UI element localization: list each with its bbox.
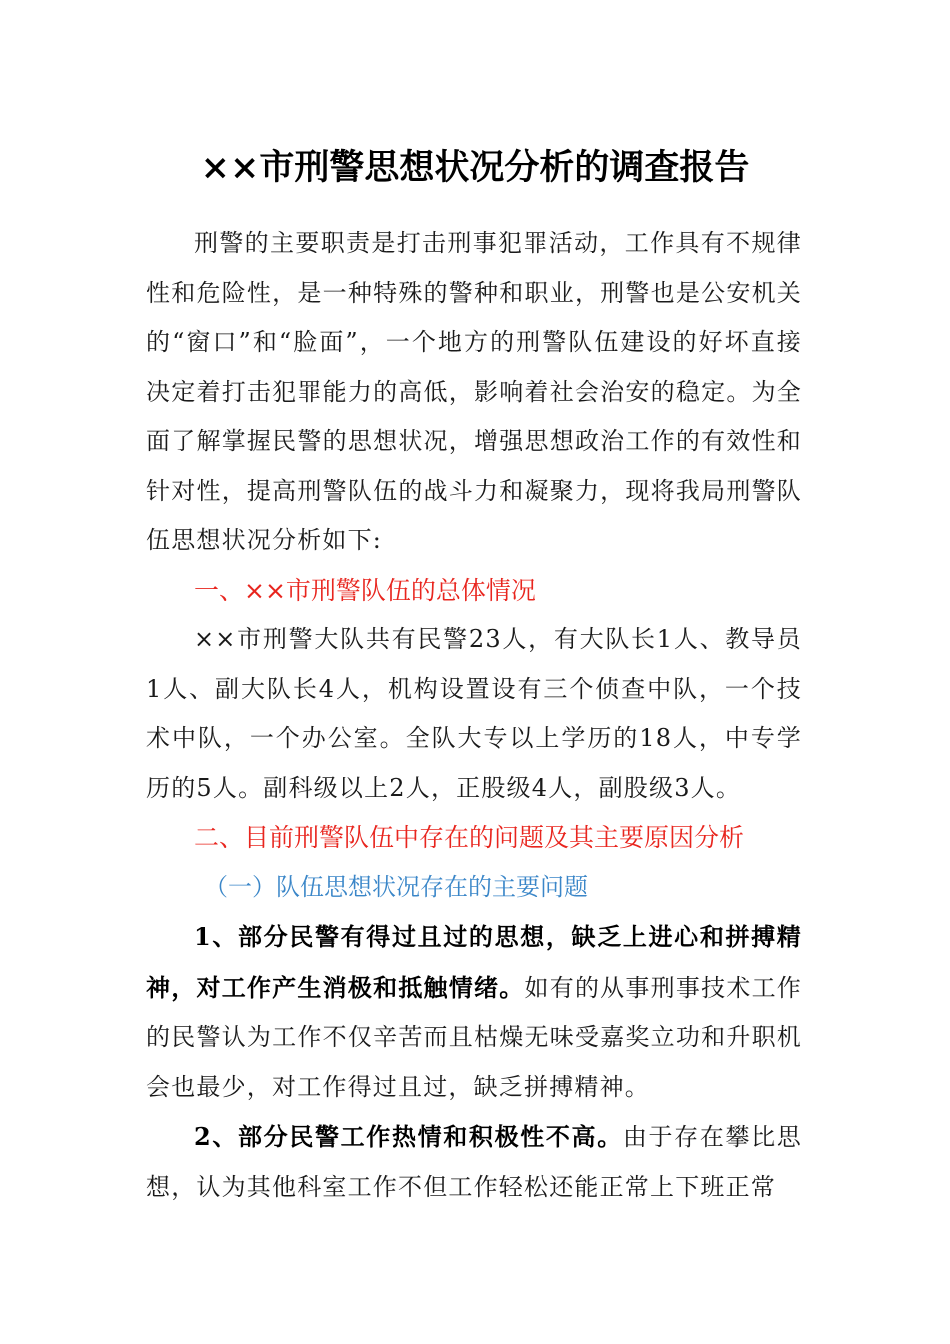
section1-paragraph: ××市刑警大队共有民警23人，有大队长1人、教导员1人、副大队长4人，机构设置设有三个侦查中队，一个技术中队，一个办公室。全队大专以上学历的18人，中专学历的5人。副科级以上2人，正股级4人，副股级3人。: [146, 625, 802, 802]
section2-subheading: （一）队伍思想状况存在的主要问题: [204, 872, 588, 901]
item2-text: 由于存在攀比思想，认为其他科室工作不但工作轻松还能正常上下班正常: [146, 1123, 802, 1201]
item2-paragraph: [146, 1112, 802, 1212]
item1-text: 如有的从事刑事技术工作的民警认为工作不仅辛苦而且枯燥无味受嘉奖立功和升职机会也最少，对工作得过且过，缺乏拼搏精神。: [146, 973, 803, 1101]
item2-bold-lead: 2、部分民警工作热情和积极性不高。: [194, 1122, 623, 1151]
intro-paragraph: 刑警的主要职责是打击刑事犯罪活动，工作具有不规律性和危险性，是一种特殊的警种和职业，刑警也是公安机关的“窗口”和“脸面”，一个地方的刑警队伍建设的好坏直接决定着打击犯罪能力的高低，影响着社会治安的稳定。为全面了解掌握民警的思想状况，增强思想政治工作的有效性和针对性，提高刑警队伍的战斗力和凝聚力，现将我局刑警队伍思想状况分析如下:: [146, 229, 802, 554]
item1-bold-lead: 1、部分民警有得过且过的思想，缺乏上进心和拼搏精神，对工作产生消极和抵触情绪。: [146, 922, 802, 1002]
document-body: [146, 219, 802, 1212]
section1-heading: 一、××市刑警队伍的总体情况: [194, 575, 536, 605]
document-title: ××市刑警思想状况分析的调查报告: [200, 147, 750, 188]
section2-heading: 二、目前刑警队伍中存在的问题及其主要原因分析: [194, 823, 745, 852]
item1-paragraph: [146, 912, 802, 1112]
